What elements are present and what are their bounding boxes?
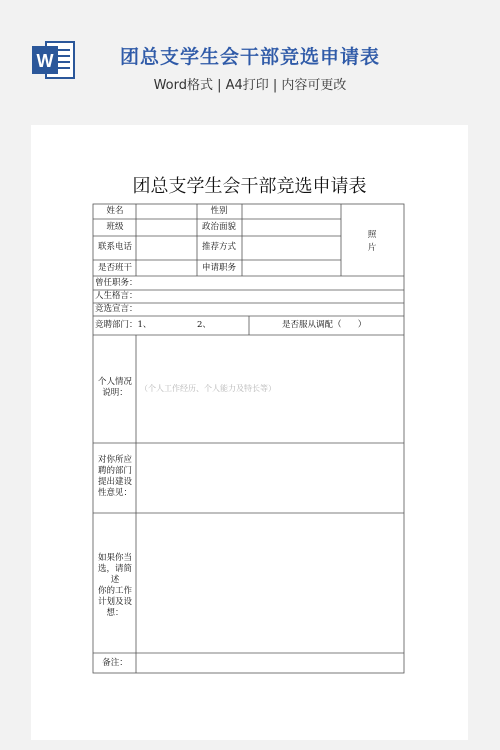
label-politics: 政治面貌 bbox=[201, 222, 237, 232]
label-personal: 个人情况 说明： bbox=[97, 377, 132, 398]
label-photo: 照 片 bbox=[367, 230, 377, 253]
page-title: 团总支学生会干部竞选申请表 bbox=[119, 46, 380, 68]
label-gender: 性别 bbox=[210, 206, 228, 216]
label-dept: 竞聘部门：1、 bbox=[95, 320, 152, 330]
label-remarks: 备注： bbox=[102, 658, 128, 668]
label-obey: 是否服从调配（ ） bbox=[282, 320, 367, 330]
label-position: 申请职务 bbox=[201, 263, 237, 273]
label-plan: 如果你当 选，请简述 你的工作 计划及设 想： bbox=[97, 553, 132, 618]
document-title: 团总支学生会干部竞选申请表 bbox=[132, 176, 367, 197]
label-advice: 对你所应 聘的部门 提出建设 性意见： bbox=[97, 455, 132, 498]
label-dept-2: 2、 bbox=[197, 320, 211, 330]
label-motto: 人生格言： bbox=[95, 291, 138, 301]
svg-text:W: W bbox=[36, 51, 54, 71]
page-header bbox=[0, 0, 500, 120]
label-name: 姓名 bbox=[106, 206, 124, 216]
document-page bbox=[31, 125, 468, 740]
label-declaration: 竞选宣言： bbox=[95, 304, 138, 314]
label-phone: 联系电话 bbox=[97, 242, 133, 252]
label-recommend: 推荐方式 bbox=[201, 242, 237, 252]
label-class: 班级 bbox=[106, 222, 124, 232]
label-past-roles: 曾任职务： bbox=[95, 278, 138, 288]
label-cadre: 是否班干 bbox=[97, 263, 133, 273]
form-grid bbox=[31, 125, 468, 740]
page-subtitle: Word格式 | A4打印 | 内容可更改 bbox=[153, 78, 347, 93]
personal-hint: （个人工作经历、个人能力及特长等） bbox=[140, 384, 276, 393]
